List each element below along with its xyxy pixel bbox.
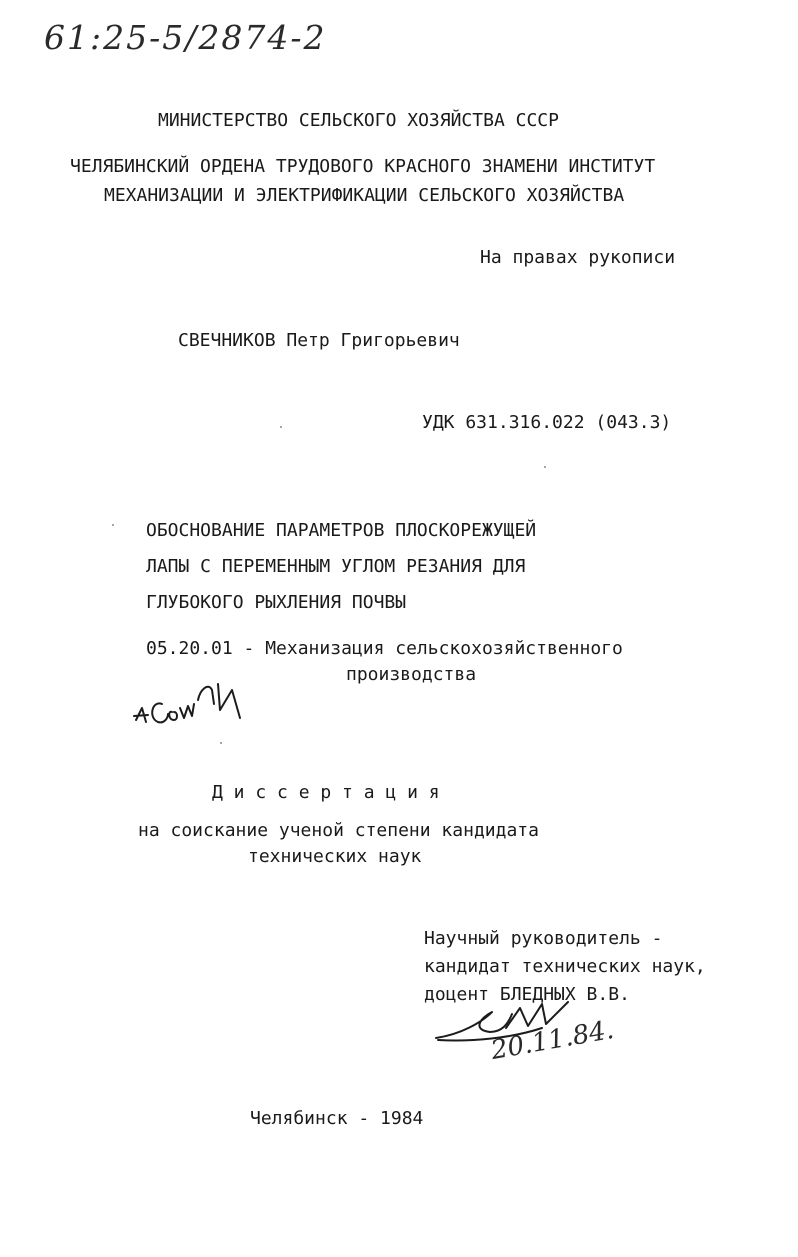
supervisor-line-1: Научный руководитель - [424, 928, 663, 949]
supervisor-line-2: кандидат технических наук, [424, 956, 706, 977]
signature-date: 20.11.84. [488, 1014, 617, 1066]
degree-line-1: на соискание ученой степени кандидата [138, 820, 539, 841]
udc-code: УДК 631.316.022 (043.3) [422, 412, 672, 433]
title-line-3: ГЛУБОКОГО РЫХЛЕНИЯ ПОЧВЫ [146, 592, 407, 613]
specialty-line-2: производства [346, 664, 477, 685]
manuscript-note: На правах рукописи [480, 247, 676, 268]
title-line-2: ЛАПЫ С ПЕРЕМЕННЫМ УГЛОМ РЕЗАНИЯ ДЛЯ [146, 556, 526, 577]
supervisor-line-3: доцент БЛЕДНЫХ В.В. [424, 984, 630, 1005]
institute-line-2: МЕХАНИЗАЦИИ И ЭЛЕКТРИФИКАЦИИ СЕЛЬСКОГО ХОЗЯЙСТВА [104, 185, 625, 206]
title-line-1: ОБОСНОВАНИЕ ПАРАМЕТРОВ ПЛОСКОРЕЖУЩЕЙ [146, 520, 537, 541]
archive-code: 61:25-5/2874-2 [44, 18, 327, 57]
document-type: Д и с с е р т а ц и я [212, 782, 440, 803]
institute-line-1: ЧЕЛЯБИНСКИЙ ОРДЕНА ТРУДОВОГО КРАСНОГО ЗНАМЕНИ ИНСТИТУТ [70, 156, 656, 177]
specialty-line-1: 05.20.01 - Механизация сельскохозяйственного [146, 638, 623, 659]
city-year: Челябинск - 1984 [250, 1108, 424, 1129]
author-signature [128, 660, 248, 740]
scan-speck [112, 524, 114, 526]
scan-speck [280, 426, 282, 428]
scan-speck [220, 742, 222, 744]
author-name: СВЕЧНИКОВ Петр Григорьевич [178, 330, 460, 351]
degree-line-2: технических наук [248, 846, 422, 867]
scan-speck [544, 466, 546, 468]
ministry-heading: МИНИСТЕРСТВО СЕЛЬСКОГО ХОЗЯЙСТВА СССР [158, 110, 559, 131]
